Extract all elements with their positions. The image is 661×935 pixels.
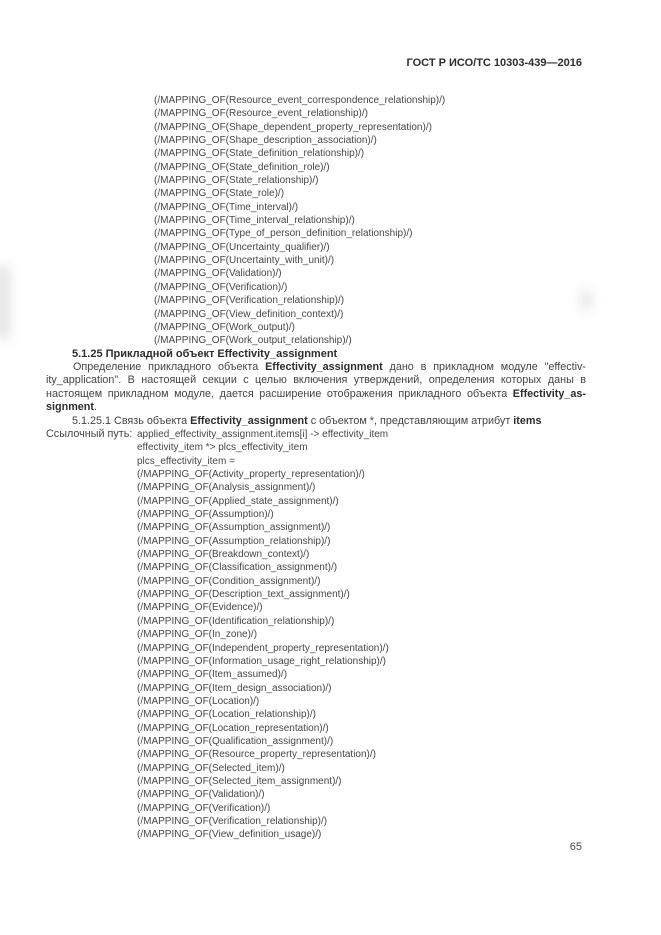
bold-text: Effectivity_assignment (265, 361, 383, 373)
page-number: 65 (569, 841, 582, 853)
paragraph-line (46, 401, 586, 414)
code-line: plcs_effectivity_item = (137, 455, 235, 467)
mapping-line: (/MAPPING_OF(Activity_property_representation)/) (137, 469, 365, 481)
text: с объектом *, представляющим атрибут (307, 415, 514, 427)
mapping-list-bottom (137, 468, 389, 842)
mapping-line: (/MAPPING_OF(State_definition_role)/) (154, 161, 330, 173)
standard-number-header: ГОСТ Р ИСО/ТС 10303-439—2016 (406, 57, 582, 69)
mapping-line: (/MAPPING_OF(Location)/) (137, 695, 260, 707)
mapping-line: (/MAPPING_OF(View_definition_context)/) (154, 308, 344, 320)
text: ity_application". В настоящей секции с целью включения утверждений, определения которых даны в (46, 374, 586, 387)
section-heading-5-1-25: 5.1.25 Прикладной объект Effectivity_assignment (72, 348, 338, 360)
mapping-line: (/MAPPING_OF(Independent_property_representation)/) (137, 642, 389, 654)
mapping-line: (/MAPPING_OF(Item_design_association)/) (137, 682, 332, 694)
mapping-line: (/MAPPING_OF(Time_interval)/) (154, 201, 299, 213)
mapping-line: (/MAPPING_OF(Work_output_relationship)/) (154, 335, 352, 347)
mapping-line: (/MAPPING_OF(Shape_description_association)/) (154, 135, 377, 147)
section-heading-5-1-25-1 (72, 415, 541, 428)
mapping-line: (/MAPPING_OF(Uncertainty_with_unit)/) (154, 255, 335, 267)
mapping-line: (/MAPPING_OF(Location_relationship)/) (137, 709, 316, 721)
bold-text: items (513, 415, 542, 427)
mapping-line: (/MAPPING_OF(Applied_state_assignment)/) (137, 495, 339, 507)
mapping-line: (/MAPPING_OF(Qualification_assignment)/) (137, 735, 334, 747)
mapping-line: (/MAPPING_OF(Identification_relationship)/) (137, 615, 335, 627)
mapping-line: (/MAPPING_OF(Assumption)/) (137, 509, 274, 521)
scan-smudge (578, 290, 594, 310)
paragraph-line (46, 374, 586, 387)
scan-smudge (0, 266, 10, 338)
mapping-line: (/MAPPING_OF(Verification)/) (137, 802, 271, 814)
mapping-line: (/MAPPING_OF(State_role)/) (154, 188, 285, 200)
reference-path-block (137, 428, 389, 842)
mapping-line: (/MAPPING_OF(View_definition_usage)/) (137, 829, 322, 841)
mapping-line: (/MAPPING_OF(Verification_relationship)/) (137, 815, 328, 827)
mapping-line: (/MAPPING_OF(Validation)/) (154, 268, 282, 280)
mapping-line: (/MAPPING_OF(State_definition_relationship)/) (154, 148, 365, 160)
mapping-line: (/MAPPING_OF(Description_text_assignment)/) (137, 589, 350, 601)
mapping-line: (/MAPPING_OF(Verification_relationship)/) (154, 295, 345, 307)
text: 5.1.25.1 Связь объекта (72, 415, 191, 427)
section-5-1-25-paragraph (46, 361, 586, 415)
mapping-line: (/MAPPING_OF(Evidence)/) (137, 602, 263, 614)
mapping-line: (/MAPPING_OF(Resource_event_correspondence_relationship)/) (154, 95, 446, 106)
mapping-line: (/MAPPING_OF(Work_output)/) (154, 321, 295, 333)
mapping-list-top (154, 94, 445, 348)
mapping-line: (/MAPPING_OF(Verification)/) (154, 281, 288, 293)
mapping-line: (/MAPPING_OF(Location_representation)/) (137, 722, 329, 734)
mapping-line: (/MAPPING_OF(Classification_assignment)/) (137, 562, 338, 574)
mapping-line: (/MAPPING_OF(Time_interval_relationship)/) (154, 215, 355, 227)
mapping-line: (/MAPPING_OF(Selected_item)/) (137, 762, 285, 774)
code-lines (137, 428, 389, 468)
bold-text: signment (46, 401, 94, 414)
mapping-line: (/MAPPING_OF(Item_assumed)/) (137, 669, 288, 681)
mapping-line: (/MAPPING_OF(Assumption_relationship)/) (137, 535, 331, 547)
reference-path-label: Ссылочный путь: (46, 428, 133, 440)
mapping-line: (/MAPPING_OF(Resource_event_relationship)/) (154, 108, 368, 120)
mapping-line: (/MAPPING_OF(Validation)/) (137, 789, 265, 801)
mapping-line: (/MAPPING_OF(In_zone)/) (137, 629, 258, 641)
mapping-line: (/MAPPING_OF(Type_of_person_definition_relationship)/) (154, 228, 413, 240)
mapping-line: (/MAPPING_OF(Analysis_assignment)/) (137, 482, 316, 494)
text: настоящем прикладном модуле, дается расширение отображения прикладного объекта (46, 387, 513, 400)
mapping-line: (/MAPPING_OF(Assumption_assignment)/) (137, 522, 331, 534)
text: дано в прикладном модуле "effectiv- (382, 361, 587, 373)
paragraph-line (46, 361, 586, 374)
mapping-line: (/MAPPING_OF(Shape_dependent_property_representation)/) (154, 121, 432, 133)
mapping-line: (/MAPPING_OF(Uncertainty_qualifier)/) (154, 241, 330, 253)
mapping-line: (/MAPPING_OF(Information_usage_right_relationship)/) (137, 655, 386, 667)
code-line: effectivity_item *> plcs_effectivity_item (137, 442, 308, 454)
bold-text: Effectivity_assignment (190, 415, 308, 427)
paragraph-line (46, 388, 586, 401)
mapping-line: (/MAPPING_OF(Resource_property_representation)/) (137, 749, 376, 761)
mapping-line: (/MAPPING_OF(Breakdown_context)/) (137, 549, 310, 561)
text: . (94, 401, 97, 414)
mapping-line: (/MAPPING_OF(Condition_assignment)/) (137, 575, 321, 587)
mapping-line: (/MAPPING_OF(State_relationship)/) (154, 175, 319, 187)
text: Определение прикладного объекта (73, 361, 266, 373)
bold-text: Effectivity_as- (512, 387, 586, 400)
code-line: applied_effectivity_assignment.items[i] -> effectivity_item (137, 429, 389, 440)
mapping-line: (/MAPPING_OF(Selected_item_assignment)/) (137, 775, 342, 787)
